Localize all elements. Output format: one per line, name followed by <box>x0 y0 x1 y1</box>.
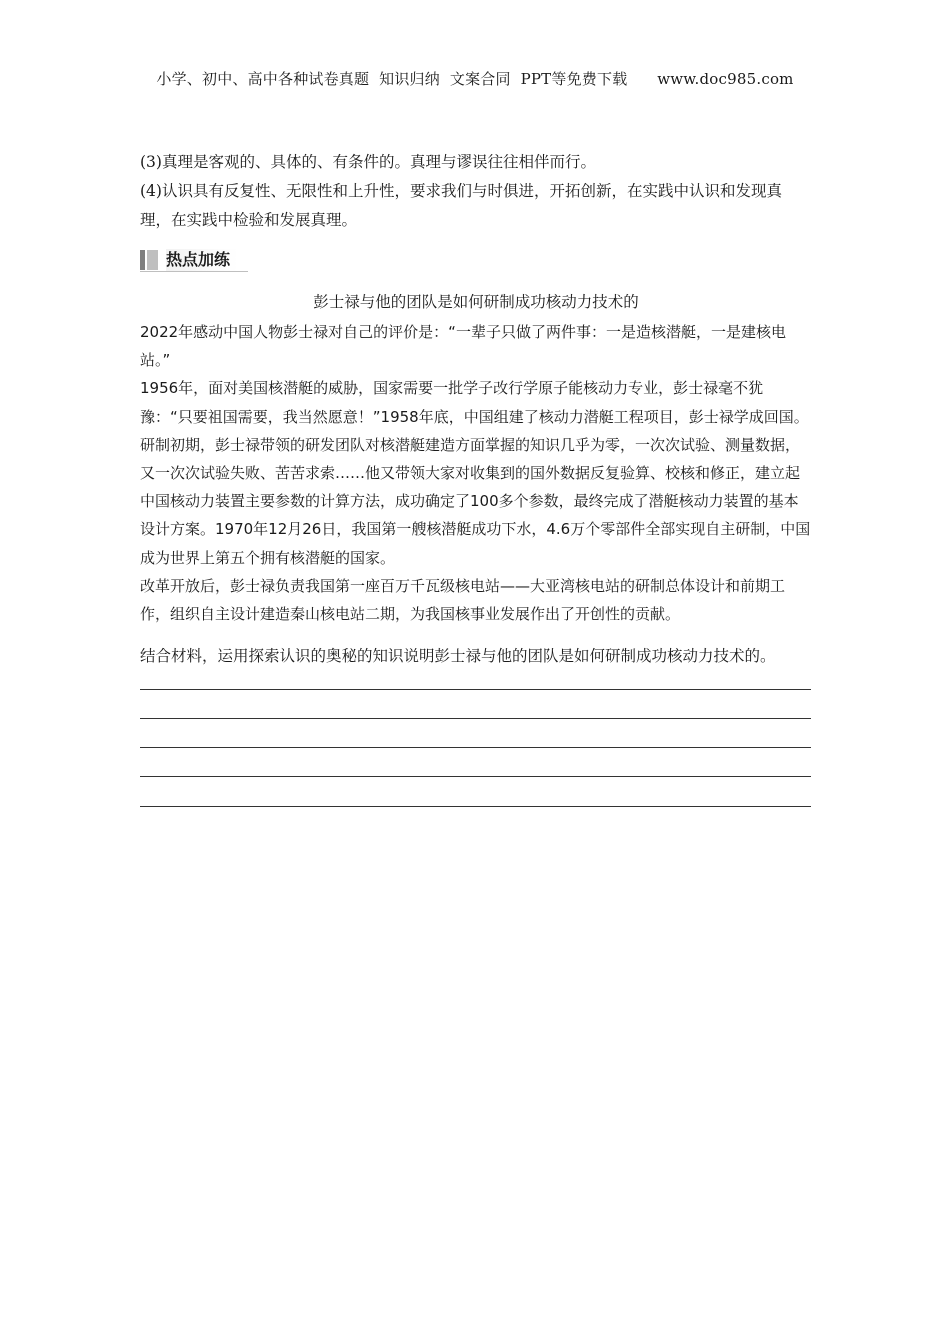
answer-line[interactable] <box>140 747 811 748</box>
material-paragraph: 改革开放后，彭士禄负责我国第一座百万千瓦级核电站——大亚湾核电站的研制总体设计和前期工作，组织自主设计建造秦山核电站二期，为我国核事业发展作出了开创性的贡献。 <box>140 576 786 624</box>
section-marker-dark <box>140 250 145 270</box>
answer-line[interactable] <box>140 689 811 690</box>
section-marker-light <box>147 250 158 270</box>
section-heading <box>140 248 238 272</box>
material-paragraph: 2022年感动中国人物彭士禄对自己的评价是：“一辈子只做了两件事：一是造核潜艇，一是建核电站。” <box>140 323 786 370</box>
question-text: 结合材料，运用探索认识的奥秘的知识说明彭士禄与他的团队是如何研制成功核动力技术的。 <box>140 647 776 665</box>
material-body <box>140 318 812 628</box>
section-underline <box>140 271 248 272</box>
point-3: (3)真理是客观的、具体的、有条件的。真理与谬误往往相伴而行。 <box>140 153 596 171</box>
answer-line[interactable] <box>140 718 811 719</box>
point-4: (4)认识具有反复性、无限性和上升性，要求我们与时俱进，开拓创新，在实践中认识和发现真理，在实践中检验和发展真理。 <box>140 182 782 229</box>
material-title: 彭士禄与他的团队是如何研制成功核动力技术的 <box>313 293 639 311</box>
material-paragraph: 1956年，面对美国核潜艇的威胁，国家需要一批学子改行学原子能核动力专业，彭士禄毫不犹豫：“只要祖国需要，我当然愿意！”1958年底，中国组建了核动力潜艇工程项目，彭士禄学成回国。研制初期，彭士禄带领的研发团队对核潜艇建造方面掌握的知识几乎为零，一次次试验、测量数据，又一次次试验失败、苦苦求索……他又带领大家对收集到的国外数据反复验算、校核和修正，建立起中国核动力装置主要参数的计算方法，成功确定了100多个参数，最终完成了潜艇核动力装置的基本设计方案。1970年12月26日，我国第一艘核潜艇成功下水，4.6万个零部件全部实现自主研制，中国成为世界上第五个拥有核潜艇的国家。 <box>140 379 811 567</box>
page-header: 小学、初中、高中各种试卷真题 知识归纳 文案合同 PPT等免费下载 www.doc985.com <box>156 70 794 88</box>
answer-line[interactable] <box>140 776 811 777</box>
section-label: 热点加练 <box>166 249 238 271</box>
answer-line[interactable] <box>140 806 811 807</box>
intro-points <box>140 148 812 235</box>
